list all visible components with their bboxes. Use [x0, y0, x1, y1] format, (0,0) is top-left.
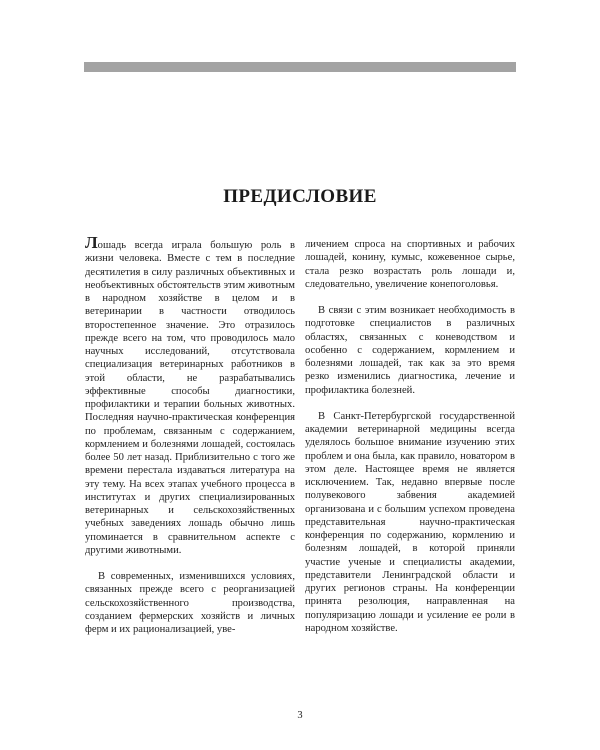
text-column-left: [85, 233, 295, 649]
paragraph: [85, 233, 295, 557]
header-rule-bar: [84, 62, 516, 72]
page-title: ПРЕДИСЛОВИЕ: [223, 186, 377, 207]
paragraph: личением спроса на спортивных и рабочих лошадей, конину, кумыс, кожевенное сырье, стала резко возрастать роль лошади и, следовательно, увеличение конепоголовья.: [305, 239, 515, 290]
paragraph: В Санкт-Петербургской государственной академии ветеринарной медицины всегда уделялось большое внимание изучению этих проблем и она была, как правило, новатором в этом деле. Настоящее время не является исключением. Так, недавно впервые после полувекового забвения академией организована и с большим успехом проведена представительная научно-практическая конференция по содержанию, кормлению и болезням лошадей, в которой приняли участие ученые и специалисты академии, представители Ленинградской области и других регионов страны. На конференции принята резолюция, направленная на популяризацию лошади и усиление ее роли в народном хозяйстве.: [305, 410, 515, 634]
paragraph-text: ошадь всегда играла большую роль в жизни человека. Вместе с тем в последние десятилетия в силу различных объективных и необъективных обстоятельств этим животным в народном хозяйстве в целом и в ветеринарии в частности отводилось второстепенное значение. Это отразилось прежде всего на том, что проводилось мало научных исследований, отсутствовала специализация ветеринарных работников в этой области, не разрабатывались эффективные способы диагностики, профилактики и терапии больных животных. Последняя научно-практическая конференция по проблемам, связанным с содержанием, кормлением и болезнями лошадей, состоялась более 50 лет назад. Приблизительно с того же времени перестала издаваться литература на эту тему. На всех этапах учебного процесса в институтах и других специализированных ветеринарных и сельскохозяйственных учебных заведениях лошадь обычно лишь упоминается в сравнительном аспекте с другими животными.: [85, 240, 295, 556]
paragraph: В современных, изменившихся условиях, связанных прежде всего с реорганизацией сельскохозяйственного производства, созданием фермерских хозяйств и личных ферм и их рационализацией, уве-: [85, 571, 295, 635]
text-column-right: [305, 238, 515, 648]
drop-cap-initial: Л: [85, 233, 98, 252]
paragraph: В связи с этим возникает необходимость в подготовке специалистов в различных областях, связанных с коневодством и особенно с содержанием, кормлением и болезнями лошадей, так как за это время резко изменились диагностика, лечение и профилактика болезней.: [305, 305, 515, 396]
page-number: 3: [297, 710, 303, 721]
